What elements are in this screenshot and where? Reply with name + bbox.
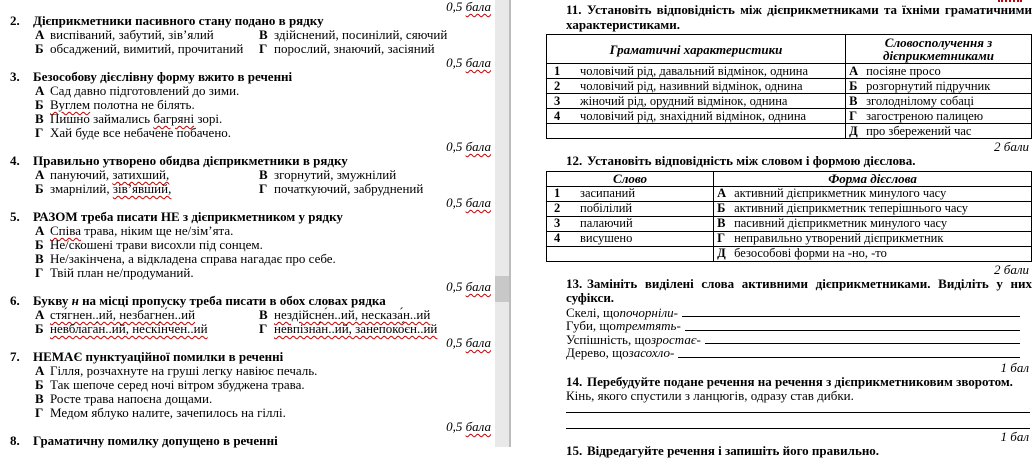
score-label: 1 бал [1000,359,1029,375]
question-13 [546,277,1032,374]
table-row: 3 палаючий В пасивний дієприкметник минулого часу [547,216,1032,231]
highlighted-word: почорніли [619,304,674,320]
answer-option-v: В Росте трава напоєна дощами. [35,391,213,406]
answer-option-g: Г Хай буде все небачене побачено. [35,125,232,140]
question-number: 8. [10,433,20,448]
option-letter: Б [35,377,44,392]
question-5 [8,210,495,294]
scrollbar[interactable] [495,0,511,447]
question-number: 6. [10,293,20,308]
question-8 [8,434,495,448]
matching-table-11 [546,34,1032,139]
option-letter: А [35,83,45,98]
score-label [8,0,495,14]
right-page-column [546,2,1032,459]
option-letter: Г [259,181,268,196]
question-number: 14. [566,373,583,389]
option-letter: Б [35,321,44,336]
option-letter: А [35,223,45,238]
question-title [8,350,495,364]
score-label: 0,5 бала [446,55,491,70]
question-title-text: НЕМАЄ пунктуаційної помилки в реченні [33,349,284,364]
left-page-column [8,0,495,448]
answer-option-v: В згорнутий, змужнілий [259,167,397,182]
question-2 [8,14,495,70]
options-grid [8,308,495,336]
option-letter: А [35,363,45,378]
answer-option-a: А Сад давно підготовлений до зими. [35,83,240,98]
table-row: 1 чоловічий рід, давальний відмінок, однина А посіяне просо [547,64,1032,79]
answer-line [566,428,1030,429]
question-title-text: Установіть відповідність між дієприкметниками та їхніми граматичними характеристиками. [566,2,1032,32]
scrollbar-thumb[interactable] [495,276,509,302]
italic-letter: н [71,293,79,308]
question-title [8,434,495,448]
options-grid [8,28,495,56]
highlighted-word: засохло [628,345,670,360]
question-7 [8,350,495,434]
highlighted-word: зростає [650,331,697,347]
question-title-text: РАЗОМ треба писати НЕ з дієприкметником у рядку [33,209,343,224]
question-14 [546,375,1032,444]
question-number: 12. [566,153,583,168]
highlighted-word: тремтять [615,318,677,333]
score-label: 0,5 бала [446,139,491,154]
option-letter: Г [35,405,44,420]
source-sentence: Кінь, якого спустили з ланцюгів, одразу став дибки. [566,388,854,403]
option-letter: В [259,167,268,182]
question-title [8,70,495,84]
column-header: Форма дієслова [714,171,1032,186]
question-title [8,14,495,28]
score-value: 0,5 [446,0,466,14]
question-title [546,375,1032,390]
answer-option-b: Б Вуглем полотна не білять. [35,97,195,112]
score-label: 0,5 бала [446,195,491,210]
score-label: 1 бал [1000,429,1029,444]
column-header: Граматичні характеристики [547,35,846,64]
answer-blank [682,316,1020,317]
question-title-text: Правильно утворено обидва дієприкметники в рядку [33,153,348,168]
answer-option-g: Г невпізна́н..ий, занепоко́єн..ий [259,321,438,336]
option-letter: Б [35,41,44,56]
option-letter: А [35,167,45,182]
table-row: Д про збережений час [547,124,1032,139]
table-header-row [547,171,1032,186]
matching-table-12 [546,171,1032,262]
question-number: 13. [566,275,583,291]
answer-option-a: А Гілля, розчахнуте на груші легку навіює печаль. [35,363,318,378]
answer-blank [685,330,1020,331]
question-title [546,444,1032,459]
question-title [546,277,1032,306]
fill-in-line: Успішність, що зростає - [546,333,1032,347]
table-row: Д безособові форми на -но, -то [547,246,1032,261]
question-12 [546,154,1032,276]
column-header: Словосполучення з дієприкметниками [846,35,1032,64]
answer-option-a: А виспіваний, забутий, зів’ялий [35,27,214,42]
option-letter: В [35,391,44,406]
column-header: Слово [547,171,714,186]
table-header-row [547,35,1032,64]
answer-option-v: В нездійсне́н..ий, несказа́н..ий [259,307,431,322]
question-title-text: Замініть виділені слова активними дієприкметниками. Виділіть у них суфікси. [566,275,1032,305]
answer-option-a: А стя́гнен..ий, незбагне́н..ий [35,307,196,322]
answer-option-b: Б Так шепоче серед ночі вітром збуджена трава. [35,377,305,392]
answer-blank [705,343,1020,344]
question-number: 2. [10,13,20,28]
question-15 [546,444,1032,459]
answer-option-v: В Пишно займались багряні зорі. [35,111,223,126]
table-row: 2 чоловічий рід, називний відмінок, однина Б розгорнутий підручник [547,79,1032,94]
answer-option-g: Г Твій план не/продуманий. [35,265,194,280]
option-letter: В [35,111,44,126]
question-title-text: Установіть відповідність між словом і формою дієслова. [587,153,916,168]
question-title [8,210,495,224]
score-label: 2 бали [994,139,1029,154]
fill-in-line: Скелі, що почорніли - [546,306,1032,320]
option-letter: В [35,251,44,266]
fill-in-line: Губи, що тремтять - [546,319,1032,333]
fill-in-line: Дерево, що засохло - [546,346,1032,360]
table-row: 4 висушено Г неправильно утворений дієприкметник [547,231,1032,246]
score-unit: бала [465,0,491,14]
question-6 [8,294,495,350]
option-letter: А [35,307,45,322]
question-3 [8,70,495,154]
options-grid [8,168,495,196]
question-title [546,154,1032,169]
answer-option-b: Б Не/скошені трави висохли під сонцем. [35,237,263,252]
question-title [546,3,1032,32]
table-row: 4 чоловічий рід, знахідний відмінок, однина Г загостреною палицею [547,109,1032,124]
question-title: 6. Букву н на місці пропуску треба писати в обох словах рядка [10,293,386,308]
table-row: 2 побілілий Б активний дієприкметник теперішнього часу [547,201,1032,216]
question-number: 3. [10,69,20,84]
question-title-text: Перебудуйте подане речення на речення з дієприкметниковим зворотом. [587,373,1013,389]
option-letter: А [35,27,45,42]
answer-option-v: В здійснений, посинілий, сяючий [259,27,448,42]
answer-option-a: А Співа трава, ніким ще не/зім’ята. [35,223,234,238]
answer-option-g: Г Медом яблуко налите, зачепилось на гіллі. [35,405,286,420]
question-number: 4. [10,153,20,168]
question-number: 7. [10,349,20,364]
score-label: 0,5 бала [446,419,491,434]
option-letter: Г [259,321,268,336]
answer-blank [678,357,1020,358]
option-letter: Б [35,237,44,252]
option-letter: Г [259,41,268,56]
option-letter: В [259,27,268,42]
question-title-text: Відредагуйте речення і запишіть його правильно. [587,443,880,458]
table-row: 1 засипаний А активний дієприкметник минулого часу [547,186,1032,201]
answer-option-g: Г початкуючий, забруднений [259,181,424,196]
option-letter: Б [35,181,44,196]
question-title-text: Граматичну помилку допущено в реченні [33,433,278,448]
answer-option-b: Б змарнілий, зів’явший, [35,181,172,196]
question-number: 5. [10,209,20,224]
score-label: 2 бали [994,261,1029,277]
question-4 [8,154,495,210]
question-11 [546,3,1032,153]
answer-option-g: Г порослий, знаючий, засіяний [259,41,435,56]
answer-option-b: Б обсаджений, вимитий, прочитаний [35,41,244,56]
option-letter: Г [35,265,44,280]
answer-option-b: Б невблага́н..ий, нескі́нчен..ий [35,321,208,336]
option-letter: В [259,307,268,322]
answer-option-a: А пануючий, затихший, [35,167,170,182]
question-number: 11. [566,2,582,17]
table-row: 3 жіночий рід, орудний відмінок, однина В зголоднілому собаці [547,94,1032,109]
score-label: 0,5 бала [446,279,491,294]
answer-option-v: В Не/закінчена, а відкладена справа нагадає про себе. [35,251,336,266]
answer-line [566,412,1030,413]
question-title [8,154,495,168]
question-title-text: Безособову дієслівну форму вжито в реченні [33,69,293,84]
option-letter: Б [35,97,44,112]
option-letter: Г [35,125,44,140]
question-title-text: Дієприкметники пасивного стану подано в рядку [33,13,324,28]
score-label: 0,5 бала [446,335,491,350]
question-number: 15. [566,443,583,458]
